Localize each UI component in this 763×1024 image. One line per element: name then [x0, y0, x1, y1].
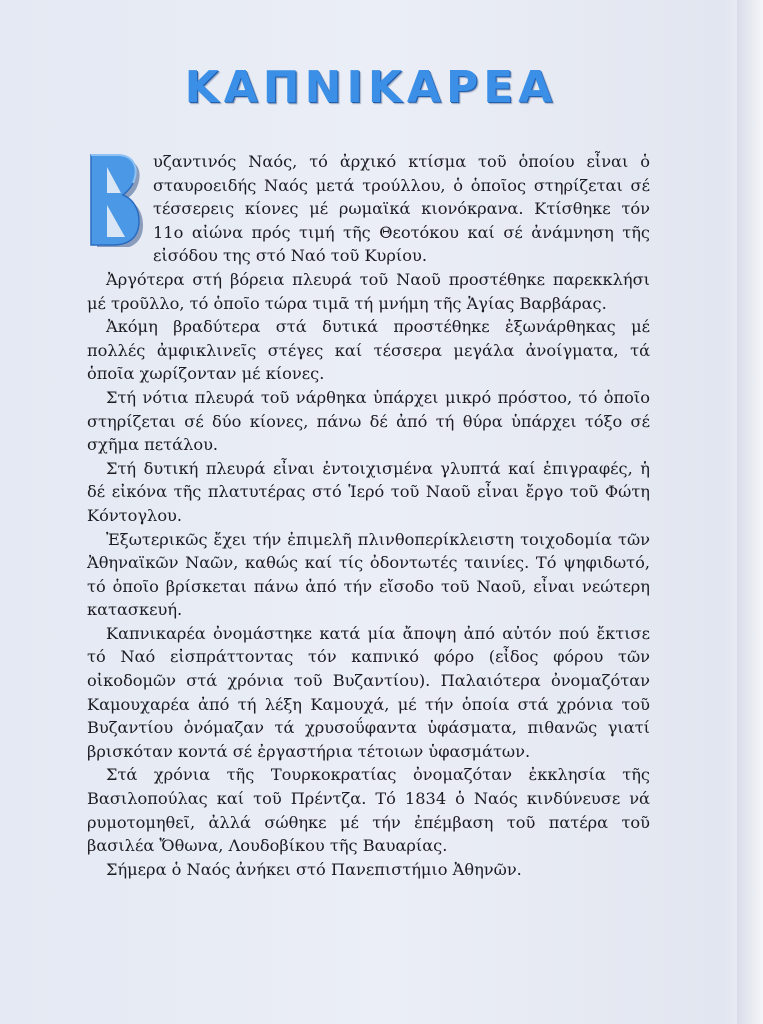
paragraph-2: Ἀργότερα στή βόρεια πλευρά τοῦ Ναοῦ προστέθηκε παρεκκλήσι μέ τροῦλλο, τό ὁποῖο τώρα τιμᾶ τή μνήμη τῆς Ἁγίας Βαρβάρας.	[87, 269, 650, 313]
dropcap-glyph	[87, 153, 145, 247]
paragraph-4: Στή νότια πλευρά τοῦ νάρθηκα ὑπάρχει μικρό πρόστοο, τό ὁποῖο στηρίζεται σέ δύο κίονες, πάνω δέ ἀπό τή θύρα ὑπάρχει τόξο σέ σχῆμα πετάλου.	[87, 387, 650, 455]
paragraph-5: Στή δυτική πλευρά εἶναι ἐντοιχισμένα γλυπτά καί ἐπιγραφές, ἡ δέ εἰκόνα τῆς πλατυτέρας στό Ἱερό τοῦ Ναοῦ εἶναι ἔργο τοῦ Φώτη Κόντογλου.	[87, 458, 650, 525]
page-title: ΚΑΠΝΙΚΑΡΕΑ	[184, 62, 558, 113]
paragraph-1: υζαντινός Ναός, τό ἀρχικό κτίσμα τοῦ ὁποίου εἶναι ὁ σταυροειδής Ναός μετά τρούλλου, ὁ ὁποῖος στηρίζεται σέ τέσσερεις κίονες μέ ρωμαϊκά κιονόκρανα. Κτίσθηκε τόν 11ο αἰώνα πρός τιμή τῆς Θεοτόκου καί σέ ἀνάμνηση τῆς εἰσόδου της στό Ναό τοῦ Κυρίου.	[87, 150, 650, 268]
article-body	[87, 150, 650, 881]
dropcap-letter	[87, 153, 145, 247]
page-edge	[737, 0, 763, 1024]
paragraph-9: Σήμερα ὁ Ναός ἀνήκει στό Πανεπιστήμιο Ἀθηνῶν.	[106, 859, 522, 879]
paragraph-3: Ἀκόμη βραδύτερα στά δυτικά προστέθηκε ἐξωνάρθηκας μέ πολλές ἀμφικλινεῖς στέγες καί τέσσερα μεγάλα ἀνοίγματα, τά ὁποῖα χωρίζονταν μέ κίονες.	[87, 317, 650, 384]
paragraph-6: Ἐξωτερικῶς ἔχει τήν ἐπιμελῆ πλινθοπερίκλειστη τοιχοδομία τῶν Ἀθηναϊκῶν Ναῶν, καθώς καί τίς ὀδοντωτές ταινίες. Τό ψηφιδωτό, τό ὁποῖο βρίσκεται πάνω ἀπό τήν εἴσοδο τοῦ Ναοῦ, εἶναι νεώτερη κατασκευή.	[87, 529, 650, 620]
paragraph-8: Στά χρόνια τῆς Τουρκοκρατίας ὀνομαζόταν ἐκκλησία τῆς Βασιλοπούλας καί τοῦ Πρέντζα. Τό 1834 ὁ Ναός κινδύνευσε νά ρυμοτομηθεῖ, ἀλλά σώθηκε μέ τήν ἐπέμβαση τοῦ πατέρα τοῦ βασιλέα Ὄθωνα, Λουδοβίκου τῆς Βαυαρίας.	[87, 765, 650, 856]
paragraph-7: Καπνικαρέα ὀνομάστηκε κατά μία ἄποψη ἀπό αὐτόν πού ἔκτισε τό Ναό εἰσπράττοντας τόν καπνικό φόρο (εἶδος φόρου τῶν οἰκοδομῶν στά χρόνια τοῦ Βυζαντίου). Παλαιότερα ὀνομαζόταν Καμουχαρέα ἀπό τή λέξη Καμουχά, μέ τήν ὁποία στά χρόνια τοῦ Βυζαντίου ὀνόμαζαν τά χρυσοΰφαντα ὑφάσματα, πιθανῶς γιατί βρισκόταν κοντά σέ ἐργαστήρια τέτοιων ὑφασμάτων.	[87, 623, 650, 761]
